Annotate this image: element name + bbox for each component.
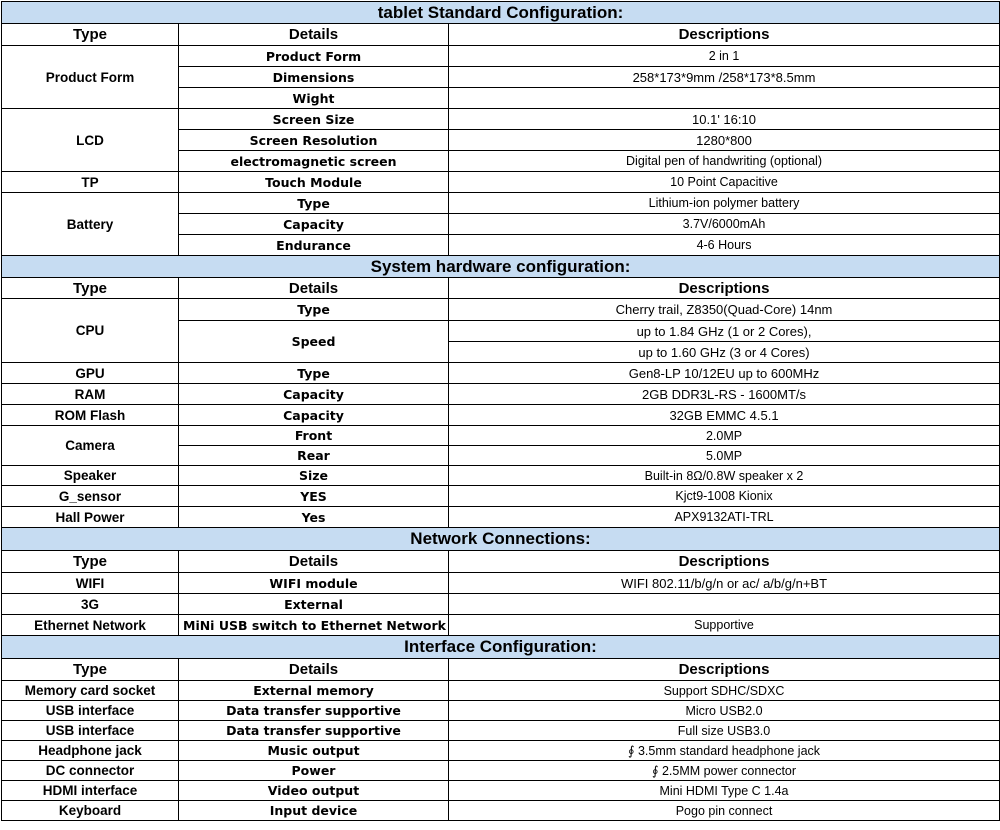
- description-cell: ∮ 3.5mm standard headphone jack: [449, 741, 1000, 761]
- descriptions-column-header: Descriptions: [449, 24, 1000, 46]
- type-cell: ROM Flash: [2, 405, 179, 426]
- descriptions-column-header: Descriptions: [449, 659, 1000, 681]
- description-cell: APX9132ATI-TRL: [449, 507, 1000, 528]
- description-cell: ∮ 2.5MM power connector: [449, 761, 1000, 781]
- type-column-header: Type: [2, 551, 179, 573]
- type-cell: HDMI interface: [2, 781, 179, 801]
- description-cell: 2.0MP: [449, 426, 1000, 446]
- details-cell: External: [179, 594, 449, 615]
- type-cell: USB interface: [2, 701, 179, 721]
- description-cell: [449, 594, 1000, 615]
- details-cell: Type: [179, 299, 449, 321]
- details-cell: Type: [179, 193, 449, 214]
- type-cell: CPU: [2, 299, 179, 363]
- details-cell: Video output: [179, 781, 449, 801]
- details-cell: WIFI module: [179, 573, 449, 594]
- section-title: tablet Standard Configuration:: [2, 2, 1000, 24]
- details-cell: Input device: [179, 801, 449, 821]
- type-cell: G_sensor: [2, 486, 179, 507]
- description-cell: WIFI 802.11/b/g/n or ac/ a/b/g/n+BT: [449, 573, 1000, 594]
- type-cell: Memory card socket: [2, 681, 179, 701]
- description-cell: Kjct9-1008 Kionix: [449, 486, 1000, 507]
- section-title: System hardware configuration:: [2, 256, 1000, 278]
- description-cell: Support SDHC/SDXC: [449, 681, 1000, 701]
- description-cell: Pogo pin connect: [449, 801, 1000, 821]
- type-cell: TP: [2, 172, 179, 193]
- description-cell: Digital pen of handwriting (optional): [449, 151, 1000, 172]
- description-cell: 4-6 Hours: [449, 235, 1000, 256]
- details-cell: Power: [179, 761, 449, 781]
- description-cell: 10.1' 16:10: [449, 109, 1000, 130]
- section-title: Network Connections:: [2, 528, 1000, 551]
- description-cell: up to 1.60 GHz (3 or 4 Cores): [449, 342, 1000, 363]
- description-cell: Built-in 8Ω/0.8W speaker x 2: [449, 466, 1000, 486]
- details-column-header: Details: [179, 278, 449, 299]
- type-cell: Hall Power: [2, 507, 179, 528]
- details-cell: Touch Module: [179, 172, 449, 193]
- description-cell: Mini HDMI Type C 1.4a: [449, 781, 1000, 801]
- description-cell: up to 1.84 GHz (1 or 2 Cores),: [449, 321, 1000, 342]
- details-cell: Front: [179, 426, 449, 446]
- details-column-header: Details: [179, 659, 449, 681]
- description-cell: Lithium-ion polymer battery: [449, 193, 1000, 214]
- description-cell: 2GB DDR3L-RS - 1600MT/s: [449, 384, 1000, 405]
- type-cell: Keyboard: [2, 801, 179, 821]
- descriptions-column-header: Descriptions: [449, 551, 1000, 573]
- details-cell: Music output: [179, 741, 449, 761]
- type-cell: Camera: [2, 426, 179, 466]
- details-cell: Rear: [179, 446, 449, 466]
- type-cell: GPU: [2, 363, 179, 384]
- type-column-header: Type: [2, 278, 179, 299]
- details-cell: Type: [179, 363, 449, 384]
- description-cell: 3.7V/6000mAh: [449, 214, 1000, 235]
- description-cell: Gen8-LP 10/12EU up to 600MHz: [449, 363, 1000, 384]
- description-cell: Cherry trail, Z8350(Quad-Core) 14nm: [449, 299, 1000, 321]
- details-cell: Screen Resolution: [179, 130, 449, 151]
- type-cell: 3G: [2, 594, 179, 615]
- details-cell: Speed: [179, 321, 449, 363]
- type-cell: Speaker: [2, 466, 179, 486]
- description-cell: [449, 88, 1000, 109]
- details-cell: Wight: [179, 88, 449, 109]
- type-cell: Ethernet Network: [2, 615, 179, 636]
- details-cell: Product Form: [179, 46, 449, 67]
- details-cell: Capacity: [179, 405, 449, 426]
- details-cell: External memory: [179, 681, 449, 701]
- type-cell: RAM: [2, 384, 179, 405]
- details-cell: YES: [179, 486, 449, 507]
- details-cell: Data transfer supportive: [179, 701, 449, 721]
- details-cell: MiNi USB switch to Ethernet Network: [179, 615, 449, 636]
- type-column-header: Type: [2, 24, 179, 46]
- description-cell: 2 in 1: [449, 46, 1000, 67]
- description-cell: 10 Point Capacitive: [449, 172, 1000, 193]
- type-cell: Product Form: [2, 46, 179, 109]
- type-cell: WIFI: [2, 573, 179, 594]
- type-cell: LCD: [2, 109, 179, 172]
- details-cell: Yes: [179, 507, 449, 528]
- description-cell: Micro USB2.0: [449, 701, 1000, 721]
- spec-table: [1, 1, 1000, 821]
- section-title: Interface Configuration:: [2, 636, 1000, 659]
- description-cell: Full size USB3.0: [449, 721, 1000, 741]
- details-cell: Size: [179, 466, 449, 486]
- description-cell: 258*173*9mm /258*173*8.5mm: [449, 67, 1000, 88]
- description-cell: 1280*800: [449, 130, 1000, 151]
- details-column-header: Details: [179, 24, 449, 46]
- details-cell: Capacity: [179, 384, 449, 405]
- details-cell: Dimensions: [179, 67, 449, 88]
- details-cell: Endurance: [179, 235, 449, 256]
- details-cell: Screen Size: [179, 109, 449, 130]
- details-column-header: Details: [179, 551, 449, 573]
- details-cell: Capacity: [179, 214, 449, 235]
- description-cell: 5.0MP: [449, 446, 1000, 466]
- type-cell: DC connector: [2, 761, 179, 781]
- type-column-header: Type: [2, 659, 179, 681]
- type-cell: USB interface: [2, 721, 179, 741]
- details-cell: electromagnetic screen: [179, 151, 449, 172]
- descriptions-column-header: Descriptions: [449, 278, 1000, 299]
- type-cell: Headphone jack: [2, 741, 179, 761]
- details-cell: Data transfer supportive: [179, 721, 449, 741]
- description-cell: 32GB EMMC 4.5.1: [449, 405, 1000, 426]
- type-cell: Battery: [2, 193, 179, 256]
- description-cell: Supportive: [449, 615, 1000, 636]
